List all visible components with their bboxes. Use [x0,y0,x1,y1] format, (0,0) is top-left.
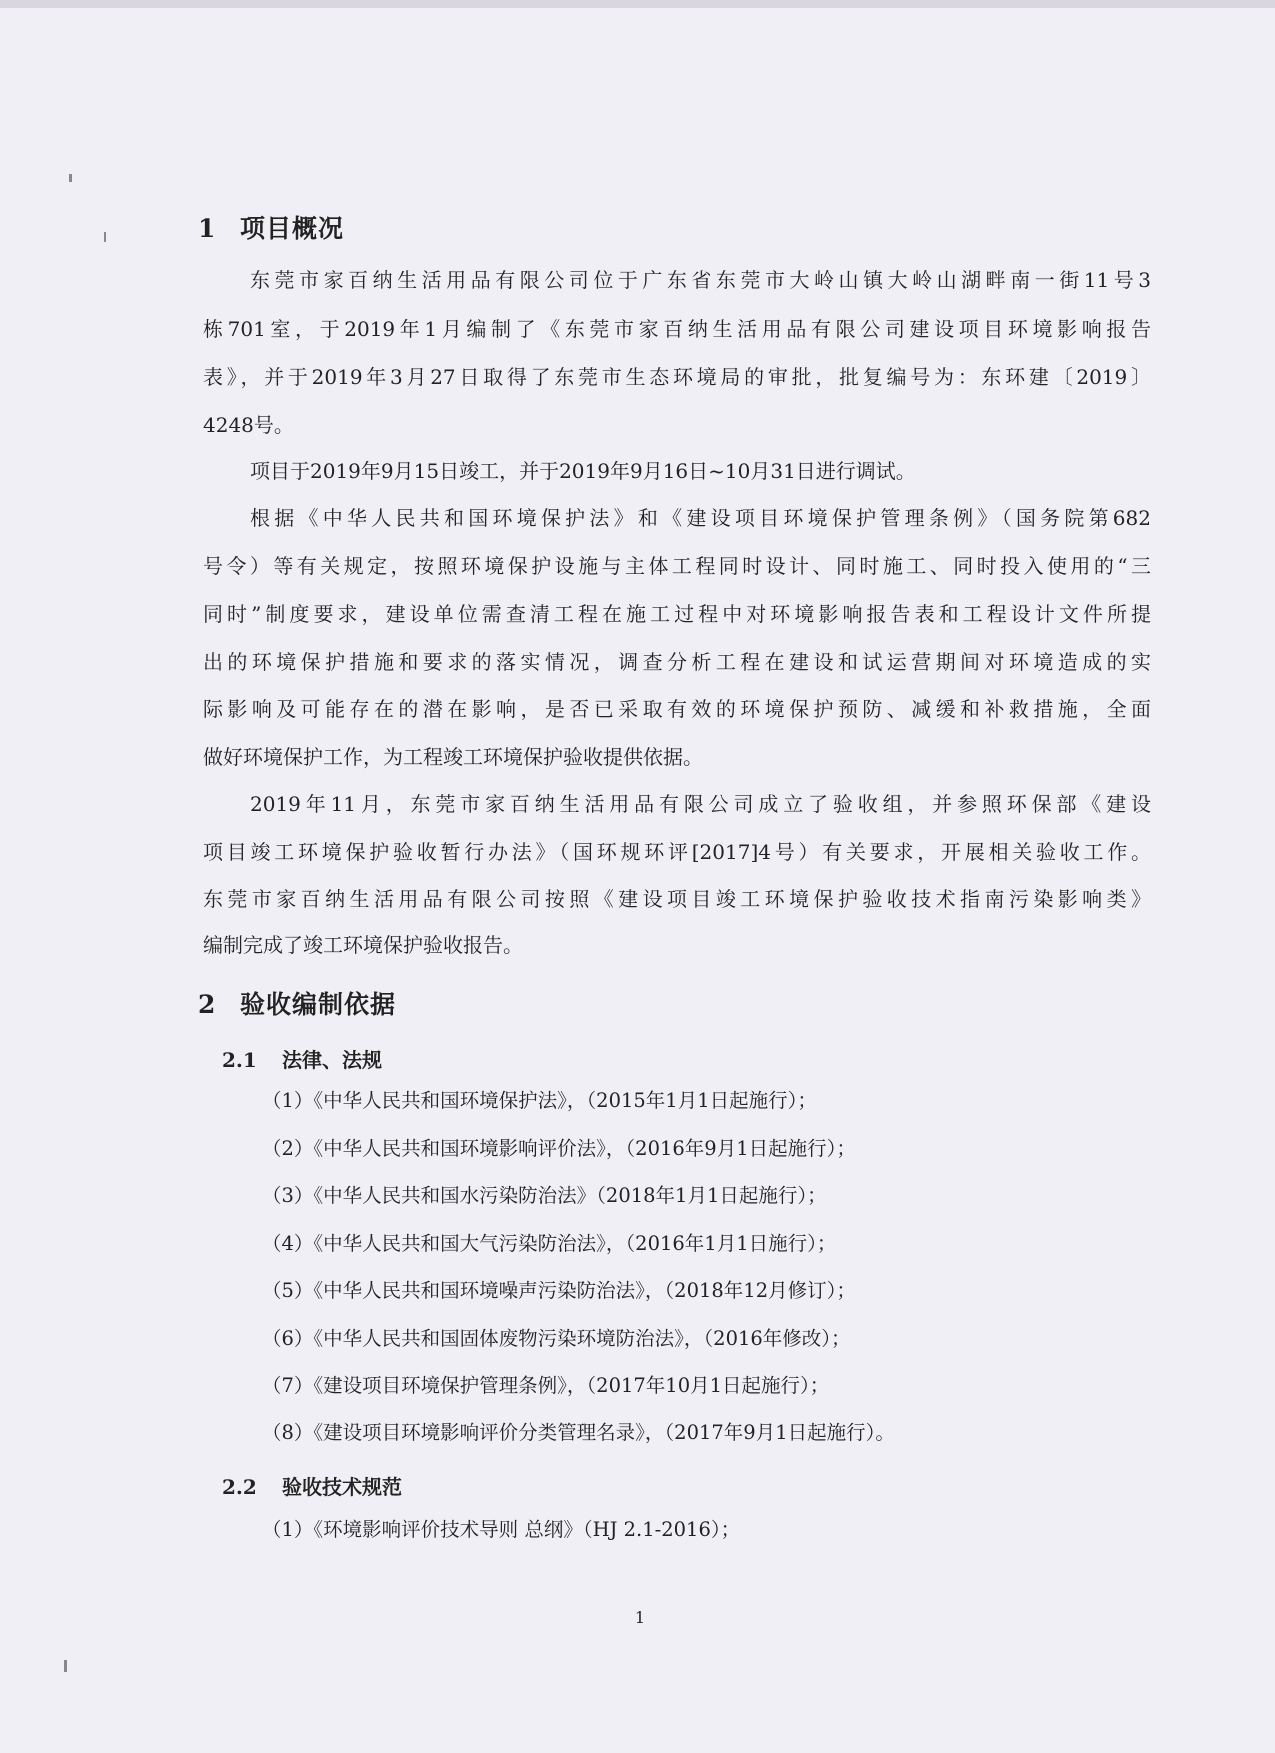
section-number: 2.1 [222,1048,257,1072]
scan-speck [64,1660,67,1672]
p3-line-3: 同时”制度要求，建设单位需查清工程在施工过程中对环境影响报告表和工程设计文件所提 [203,602,1151,626]
p4-line-4: 编制完成了竣工环境保护验收报告。 [203,933,523,957]
scan-speck [69,174,72,182]
section-2-1-heading [222,1044,382,1073]
p2-line-1: 项目于2019年9月15日竣工，并于2019年9月16日~10月31日进行调试。 [250,459,916,483]
section-title: 项目概况 [240,214,345,243]
p4-line-2: 项目竣工环境保护验收暂行办法》（国环规环评[2017]4号）有关要求，开展相关验收工作。 [203,840,1151,864]
section-2-heading [198,985,396,1021]
p3-line-5: 际影响及可能存在的潜在影响，是否已采取有效的环境保护预防、减缓和补救措施，全面 [203,697,1151,721]
section-number: 2 [198,990,217,1019]
scan-speck [104,232,106,242]
law-item-4: （4）《中华人民共和国大气污染防治法》，（2016年1月1日施行）； [262,1232,837,1255]
section-title: 法律、法规 [282,1048,382,1072]
section-2-2-heading [222,1471,402,1500]
p3-line-1: 根据《中华人民共和国环境保护法》和《建设项目环境保护管理条例》（国务院第682 [250,506,1151,530]
section-title: 验收编制依据 [240,990,397,1019]
law-item-8: （8）《建设项目环境影响评价分类管理名录》，（2017年9月1日起施行）。 [262,1421,895,1444]
page-number: 1 [634,1608,646,1627]
p1-line-3: 表》，并于2019年3月27日取得了东莞市生态环境局的审批，批复编号为：东环建〔2019〕 [203,365,1151,389]
spec-item-1: （1）《环境影响评价技术导则 总纲》（HJ 2.1-2016）； [262,1518,741,1541]
law-item-3: （3）《中华人民共和国水污染防治法》（2018年1月1日起施行）； [262,1184,827,1207]
section-1-heading [198,209,344,245]
p4-line-3: 东莞市家百纳生活用品有限公司按照《建设项目竣工环境保护验收技术指南污染影响类》 [203,887,1151,911]
section-number: 2.2 [222,1475,257,1499]
scan-edge [0,0,1275,8]
p3-line-4: 出的环境保护措施和要求的落实情况，调查分析工程在建设和试运营期间对环境造成的实 [203,650,1151,674]
p3-line-2: 号令）等有关规定，按照环境保护设施与主体工程同时设计、同时施工、同时投入使用的“三 [203,554,1151,578]
p1-line-4: 4248号。 [203,413,294,437]
section-title: 验收技术规范 [282,1475,402,1499]
section-number: 1 [198,214,217,243]
law-item-2: （2）《中华人民共和国环境影响评价法》，（2016年9月1日起施行）； [262,1137,856,1160]
law-item-1: （1）《中华人民共和国环境保护法》，（2015年1月1日起施行）； [262,1089,817,1112]
law-item-5: （5）《中华人民共和国环境噪声污染防治法》，（2018年12月修订）； [262,1279,856,1302]
p4-line-1: 2019年11月，东莞市家百纳生活用品有限公司成立了验收组，并参照环保部《建设 [250,792,1151,816]
p1-line-2: 栋701室，于2019年1月编制了《东莞市家百纳生活用品有限公司建设项目环境影响报告 [203,317,1151,341]
p1-line-1: 东莞市家百纳生活用品有限公司位于广东省东莞市大岭山镇大岭山湖畔南一街11号3 [250,268,1151,292]
law-item-6: （6）《中华人民共和国固体废物污染环境防治法》，（2016年修改）； [262,1327,851,1350]
law-item-7: （7）《建设项目环境保护管理条例》，（2017年10月1日起施行）； [262,1374,830,1397]
p3-line-6: 做好环境保护工作，为工程竣工环境保护验收提供依据。 [203,745,703,769]
